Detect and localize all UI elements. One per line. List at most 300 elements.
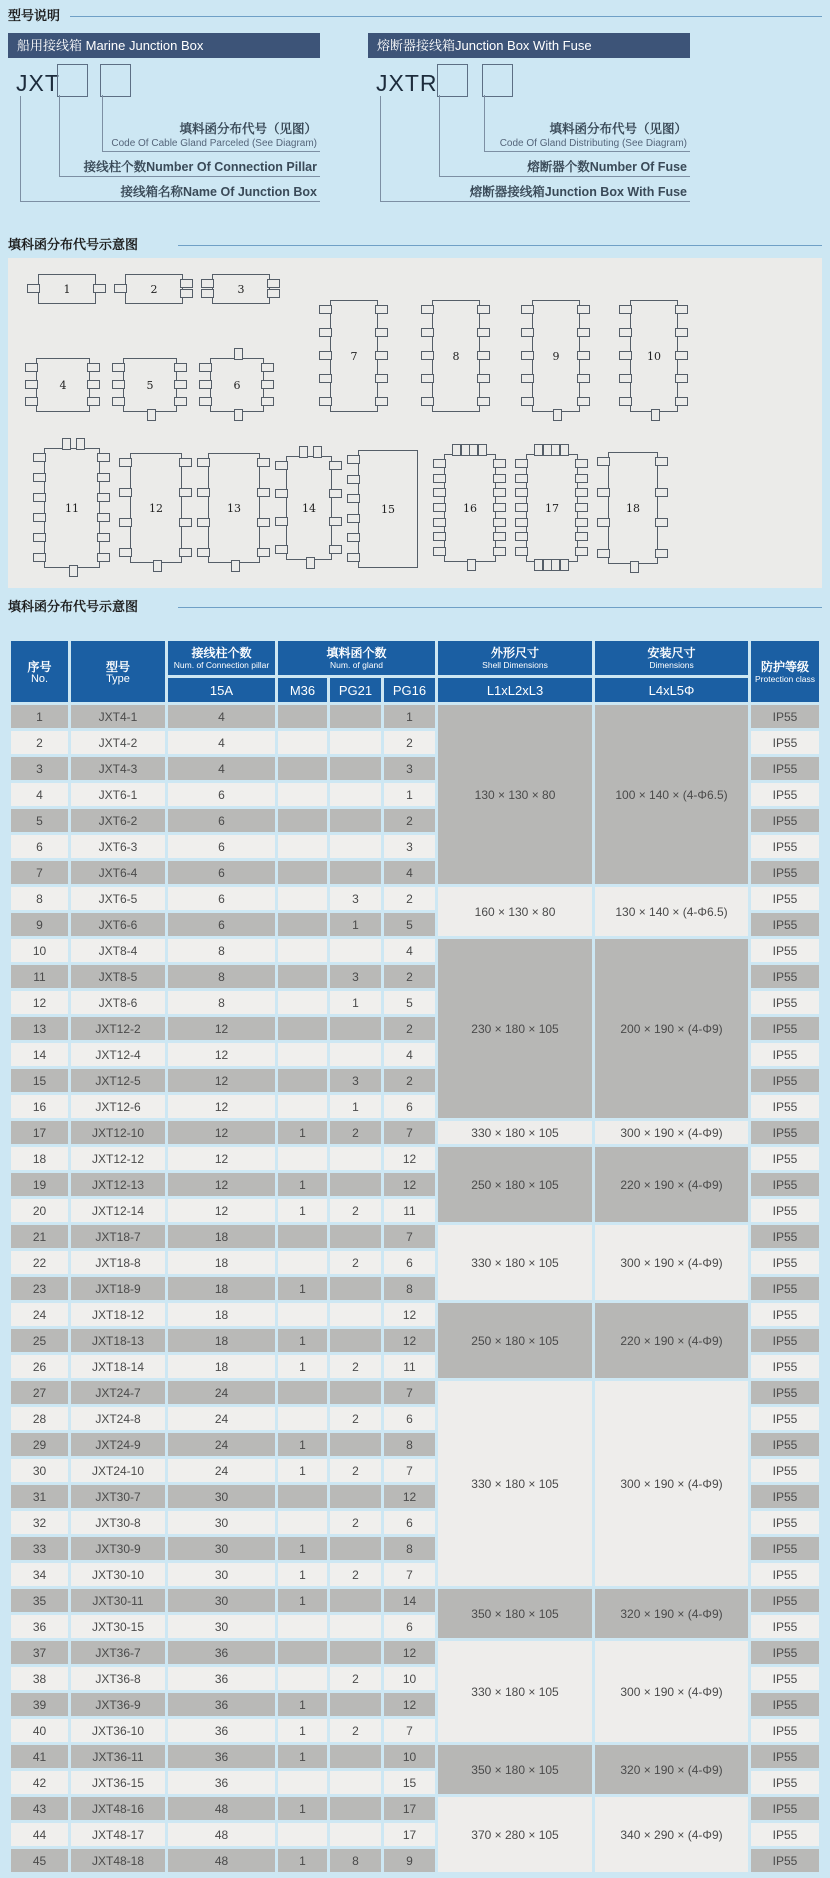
cell-pg21 [330, 1537, 381, 1560]
cell-15a: 24 [168, 1407, 275, 1430]
gland-stub [197, 488, 210, 497]
cell-pg21: 2 [330, 1251, 381, 1274]
gland-stub [201, 279, 214, 288]
gland-layout-box-5 [123, 358, 177, 412]
cell-no: 4 [11, 783, 68, 806]
cell-type: JXT6-3 [71, 835, 165, 858]
table-row [11, 939, 819, 962]
box-number: 16 [463, 501, 477, 515]
callout-label-zh: 熔断器个数Number Of Fuse [527, 160, 687, 174]
cell-no: 2 [11, 731, 68, 754]
cell-pg21: 2 [330, 1563, 381, 1586]
cell-pg21: 1 [330, 1095, 381, 1118]
cell-protection-class: IP55 [751, 1017, 819, 1040]
table-row [11, 1797, 819, 1820]
gland-layout-box-14 [286, 456, 332, 560]
gland-stub [597, 488, 610, 497]
cell-pg16: 6 [384, 1095, 435, 1118]
cell-m36 [278, 1147, 327, 1170]
cell-pg21 [330, 1745, 381, 1768]
cell-pg21 [330, 861, 381, 884]
cell-type: JXT24-7 [71, 1381, 165, 1404]
cell-m36 [278, 913, 327, 936]
cell-no: 9 [11, 913, 68, 936]
box-number: 11 [65, 501, 79, 515]
gland-stub [521, 397, 534, 406]
cell-shell-dimensions: 230 × 180 × 105 [438, 939, 592, 1118]
gland-stub [174, 397, 187, 406]
cell-pg21 [330, 1823, 381, 1846]
cell-protection-class: IP55 [751, 809, 819, 832]
cell-no: 26 [11, 1355, 68, 1378]
cell-pg16: 17 [384, 1823, 435, 1846]
cell-no: 3 [11, 757, 68, 780]
cell-type: JXT12-5 [71, 1069, 165, 1092]
gland-distribution-diagram [8, 258, 822, 588]
gland-stub [231, 560, 240, 572]
cell-protection-class: IP55 [751, 731, 819, 754]
table-row [11, 887, 819, 910]
cell-protection-class: IP55 [751, 1693, 819, 1716]
gland-stub [25, 380, 38, 389]
cell-m36 [278, 861, 327, 884]
cell-15a: 6 [168, 809, 275, 832]
gland-stub [234, 348, 243, 360]
cell-protection-class: IP55 [751, 965, 819, 988]
cell-no: 15 [11, 1069, 68, 1092]
cell-m36 [278, 887, 327, 910]
cell-m36: 1 [278, 1459, 327, 1482]
cell-protection-class: IP55 [751, 1329, 819, 1352]
gland-stub [597, 518, 610, 527]
cell-no: 16 [11, 1095, 68, 1118]
cell-pg16: 4 [384, 1043, 435, 1066]
cell-mount-dimensions: 220 × 190 × (4-Φ9) [595, 1147, 748, 1222]
cell-pg16: 8 [384, 1433, 435, 1456]
gland-stub [197, 548, 210, 557]
gland-stub [375, 397, 388, 406]
gland-stub [534, 559, 543, 571]
cell-type: JXT6-2 [71, 809, 165, 832]
gland-stub [25, 363, 38, 372]
gland-stub [619, 397, 632, 406]
header-protection: 防护等级 Protection class [751, 641, 819, 702]
cell-shell-dimensions: 370 × 280 × 105 [438, 1797, 592, 1872]
box-number: 2 [150, 282, 158, 296]
gland-stub [69, 565, 78, 577]
cell-type: JXT36-9 [71, 1693, 165, 1716]
cell-shell-dimensions: 250 × 180 × 105 [438, 1303, 592, 1378]
cell-15a: 12 [168, 1017, 275, 1040]
callout-label-zh: 接线柱个数Number Of Connection Pillar [83, 160, 317, 174]
cell-15a: 18 [168, 1251, 275, 1274]
cell-no: 35 [11, 1589, 68, 1612]
gland-stub [597, 549, 610, 558]
subheader-pg16: PG16 [384, 678, 435, 702]
cell-type: JXT36-8 [71, 1667, 165, 1690]
callout-label-zh: 填料函分布代号（见图） [179, 122, 317, 136]
gland-layout-box-3 [212, 274, 270, 304]
cell-no: 42 [11, 1771, 68, 1794]
cell-m36 [278, 1251, 327, 1274]
cell-pg16: 12 [384, 1485, 435, 1508]
gland-stub [257, 518, 270, 527]
gland-stub [174, 380, 187, 389]
gland-stub [421, 328, 434, 337]
cell-15a: 36 [168, 1667, 275, 1690]
cell-pg21: 3 [330, 965, 381, 988]
gland-stub [534, 444, 543, 456]
gland-stub [493, 488, 506, 497]
gland-stub [577, 305, 590, 314]
cell-protection-class: IP55 [751, 1433, 819, 1456]
gland-stub [112, 363, 125, 372]
cell-no: 38 [11, 1667, 68, 1690]
cell-type: JXT30-11 [71, 1589, 165, 1612]
gland-stub [461, 444, 470, 456]
cell-no: 8 [11, 887, 68, 910]
cell-pg16: 5 [384, 991, 435, 1014]
cell-15a: 36 [168, 1719, 275, 1742]
cell-m36 [278, 757, 327, 780]
cell-protection-class: IP55 [751, 1849, 819, 1872]
gland-stub [179, 548, 192, 557]
cell-pg16: 6 [384, 1407, 435, 1430]
cell-m36: 1 [278, 1329, 327, 1352]
cell-protection-class: IP55 [751, 1459, 819, 1482]
cell-pg21: 2 [330, 1121, 381, 1144]
cell-type: JXT48-17 [71, 1823, 165, 1846]
table-row [11, 1303, 819, 1326]
subheader-pg21: PG21 [330, 678, 381, 702]
gland-stub [275, 461, 288, 470]
gland-stub [651, 409, 660, 421]
cell-protection-class: IP55 [751, 1563, 819, 1586]
gland-stub [577, 351, 590, 360]
cell-pg16: 11 [384, 1199, 435, 1222]
cell-15a: 8 [168, 991, 275, 1014]
callout-fuse-box-name [380, 96, 690, 202]
gland-stub [619, 374, 632, 383]
cell-mount-dimensions: 100 × 140 × (4-Φ6.5) [595, 705, 748, 884]
cell-protection-class: IP55 [751, 783, 819, 806]
gland-stub [421, 351, 434, 360]
gland-stub [521, 374, 534, 383]
cell-15a: 24 [168, 1381, 275, 1404]
cell-no: 37 [11, 1641, 68, 1664]
cell-shell-dimensions: 350 × 180 × 105 [438, 1745, 592, 1794]
cell-mount-dimensions: 340 × 290 × (4-Φ9) [595, 1797, 748, 1872]
cell-type: JXT36-11 [71, 1745, 165, 1768]
cell-no: 14 [11, 1043, 68, 1066]
gland-stub [347, 494, 360, 503]
gland-stub [319, 351, 332, 360]
cell-no: 39 [11, 1693, 68, 1716]
cell-shell-dimensions: 160 × 130 × 80 [438, 887, 592, 936]
section3-title: 填科函分布代号示意图 [8, 599, 139, 614]
cell-type: JXT8-6 [71, 991, 165, 1014]
cell-15a: 48 [168, 1849, 275, 1872]
gland-stub [630, 561, 639, 573]
header-type: 型号 Type [71, 641, 165, 702]
cell-protection-class: IP55 [751, 1121, 819, 1144]
gland-stub [477, 328, 490, 337]
cell-type: JXT36-7 [71, 1641, 165, 1664]
cell-protection-class: IP55 [751, 1043, 819, 1066]
gland-stub [543, 559, 552, 571]
cell-type: JXT6-5 [71, 887, 165, 910]
cell-pg16: 12 [384, 1303, 435, 1326]
gland-layout-box-13 [208, 453, 260, 563]
cell-m36 [278, 1225, 327, 1248]
cell-m36 [278, 705, 327, 728]
gland-stub [655, 457, 668, 466]
cell-m36 [278, 1043, 327, 1066]
cell-protection-class: IP55 [751, 1745, 819, 1768]
cell-no: 30 [11, 1459, 68, 1482]
gland-layout-box-11 [44, 448, 100, 568]
cell-shell-dimensions: 350 × 180 × 105 [438, 1589, 592, 1638]
cell-no: 24 [11, 1303, 68, 1326]
gland-stub [575, 488, 588, 497]
cell-no: 19 [11, 1173, 68, 1196]
gland-stub [257, 548, 270, 557]
callout-label-en: Code Of Gland Distributing (See Diagram) [499, 138, 687, 149]
gland-stub [319, 374, 332, 383]
cell-pg16: 5 [384, 913, 435, 936]
cell-mount-dimensions: 320 × 190 × (4-Φ9) [595, 1745, 748, 1794]
cell-pg21: 3 [330, 887, 381, 910]
box-number: 13 [227, 501, 241, 515]
cell-no: 45 [11, 1849, 68, 1872]
cell-protection-class: IP55 [751, 887, 819, 910]
code-box-2 [100, 64, 131, 97]
cell-pg16: 2 [384, 809, 435, 832]
gland-stub [329, 489, 342, 498]
table-row [11, 1121, 819, 1144]
cell-no: 5 [11, 809, 68, 832]
cell-protection-class: IP55 [751, 1277, 819, 1300]
cell-no: 20 [11, 1199, 68, 1222]
header-mount-dimensions: 安装尺寸 Dimensions [595, 641, 748, 675]
gland-stub [197, 518, 210, 527]
cell-15a: 6 [168, 835, 275, 858]
gland-stub [112, 380, 125, 389]
cell-pg21 [330, 1693, 381, 1716]
gland-layout-box-17 [526, 454, 578, 562]
box-number: 7 [350, 349, 358, 363]
cell-no: 31 [11, 1485, 68, 1508]
cell-pg21 [330, 1277, 381, 1300]
cell-15a: 30 [168, 1563, 275, 1586]
cell-15a: 30 [168, 1615, 275, 1638]
gland-stub [619, 328, 632, 337]
cell-pg16: 1 [384, 705, 435, 728]
cell-pg16: 4 [384, 861, 435, 884]
box-number: 5 [146, 378, 154, 392]
box-number: 6 [233, 378, 241, 392]
cell-pg16: 14 [384, 1589, 435, 1612]
gland-stub [477, 351, 490, 360]
cell-protection-class: IP55 [751, 913, 819, 936]
gland-stub [319, 328, 332, 337]
cell-no: 34 [11, 1563, 68, 1586]
cell-pg21 [330, 1043, 381, 1066]
gland-stub [306, 557, 315, 569]
cell-pg21: 2 [330, 1511, 381, 1534]
gland-stub [87, 363, 100, 372]
gland-layout-box-7 [330, 300, 378, 412]
cell-mount-dimensions: 130 × 140 × (4-Φ6.5) [595, 887, 748, 936]
gland-stub [493, 459, 506, 468]
gland-stub [575, 459, 588, 468]
cell-type: JXT6-6 [71, 913, 165, 936]
gland-stub [375, 328, 388, 337]
cell-m36 [278, 1823, 327, 1846]
cell-m36 [278, 1615, 327, 1638]
code-box-4 [482, 64, 513, 97]
model-code-jxtr: JXTR [376, 70, 438, 96]
cell-m36: 1 [278, 1121, 327, 1144]
cell-pg16: 12 [384, 1693, 435, 1716]
cell-pg21: 2 [330, 1407, 381, 1430]
cell-protection-class: IP55 [751, 1641, 819, 1664]
gland-stub [560, 444, 569, 456]
cell-pg21: 2 [330, 1719, 381, 1742]
cell-15a: 4 [168, 705, 275, 728]
gland-stub [27, 284, 40, 293]
gland-stub [577, 328, 590, 337]
gland-stub [93, 284, 106, 293]
cell-pg16: 2 [384, 887, 435, 910]
header-shell-dimensions: 外形尺寸 Shell Dimensions [438, 641, 592, 675]
cell-type: JXT12-14 [71, 1199, 165, 1222]
cell-type: JXT48-16 [71, 1797, 165, 1820]
cell-m36 [278, 809, 327, 832]
cell-pg21 [330, 1485, 381, 1508]
gland-stub [575, 503, 588, 512]
left-panel-header: 船用接线箱 Marine Junction Box [8, 33, 320, 58]
gland-layout-box-1 [38, 274, 96, 304]
cell-type: JXT30-9 [71, 1537, 165, 1560]
cell-protection-class: IP55 [751, 1823, 819, 1846]
cell-m36: 1 [278, 1563, 327, 1586]
gland-stub [180, 279, 193, 288]
cell-15a: 36 [168, 1771, 275, 1794]
gland-stub [521, 328, 534, 337]
cell-no: 21 [11, 1225, 68, 1248]
cell-protection-class: IP55 [751, 757, 819, 780]
gland-stub [179, 488, 192, 497]
gland-stub [575, 532, 588, 541]
gland-stub [329, 517, 342, 526]
gland-stub [375, 374, 388, 383]
gland-stub [87, 397, 100, 406]
gland-layout-box-9 [532, 300, 580, 412]
cell-type: JXT12-6 [71, 1095, 165, 1118]
gland-stub [197, 458, 210, 467]
cell-type: JXT12-13 [71, 1173, 165, 1196]
gland-stub [112, 397, 125, 406]
cell-type: JXT30-15 [71, 1615, 165, 1638]
box-number: 17 [545, 501, 559, 515]
gland-stub [675, 351, 688, 360]
gland-stub [515, 459, 528, 468]
gland-stub [433, 547, 446, 556]
cell-m36: 1 [278, 1537, 327, 1560]
cell-protection-class: IP55 [751, 1511, 819, 1534]
box-number: 10 [647, 349, 661, 363]
gland-stub [261, 380, 274, 389]
cell-m36 [278, 1017, 327, 1040]
gland-stub [433, 459, 446, 468]
cell-pg16: 8 [384, 1277, 435, 1300]
cell-type: JXT6-1 [71, 783, 165, 806]
gland-stub [97, 513, 110, 522]
table-row [11, 1745, 819, 1768]
gland-stub [433, 474, 446, 483]
cell-m36 [278, 1381, 327, 1404]
cell-pg16: 6 [384, 1615, 435, 1638]
header-pillar-count: 接线柱个数 Num. of Connection pillar [168, 641, 275, 675]
callout-label-zh: 填料函分布代号（见图） [549, 122, 687, 136]
gland-stub [179, 518, 192, 527]
cell-protection-class: IP55 [751, 1069, 819, 1092]
cell-type: JXT36-10 [71, 1719, 165, 1742]
cell-type: JXT30-8 [71, 1511, 165, 1534]
gland-stub [234, 409, 243, 421]
gland-stub [575, 518, 588, 527]
gland-layout-box-10 [630, 300, 678, 412]
cell-type: JXT30-10 [71, 1563, 165, 1586]
gland-stub [275, 545, 288, 554]
cell-m36 [278, 991, 327, 1014]
gland-stub [347, 553, 360, 562]
cell-no: 12 [11, 991, 68, 1014]
cell-pg16: 3 [384, 835, 435, 858]
cell-type: JXT24-10 [71, 1459, 165, 1482]
gland-stub [433, 532, 446, 541]
cell-type: JXT8-5 [71, 965, 165, 988]
box-number: 12 [149, 501, 163, 515]
cell-pg21 [330, 1329, 381, 1352]
cell-shell-dimensions: 250 × 180 × 105 [438, 1147, 592, 1222]
gland-stub [675, 305, 688, 314]
gland-stub [97, 493, 110, 502]
cell-protection-class: IP55 [751, 1381, 819, 1404]
cell-15a: 12 [168, 1199, 275, 1222]
cell-pg16: 17 [384, 1797, 435, 1820]
cell-no: 1 [11, 705, 68, 728]
callout-label-en: Code Of Cable Gland Parceled (See Diagram) [111, 138, 317, 149]
cell-shell-dimensions: 330 × 180 × 105 [438, 1225, 592, 1300]
cell-protection-class: IP55 [751, 1173, 819, 1196]
gland-stub [375, 351, 388, 360]
cell-pg21: 1 [330, 991, 381, 1014]
gland-stub [179, 458, 192, 467]
cell-15a: 4 [168, 757, 275, 780]
cell-no: 43 [11, 1797, 68, 1820]
cell-15a: 18 [168, 1277, 275, 1300]
gland-stub [560, 559, 569, 571]
gland-stub [619, 305, 632, 314]
cell-m36 [278, 1069, 327, 1092]
cell-m36: 1 [278, 1355, 327, 1378]
cell-no: 41 [11, 1745, 68, 1768]
gland-stub [33, 513, 46, 522]
cell-mount-dimensions: 220 × 190 × (4-Φ9) [595, 1303, 748, 1378]
gland-stub [469, 444, 478, 456]
